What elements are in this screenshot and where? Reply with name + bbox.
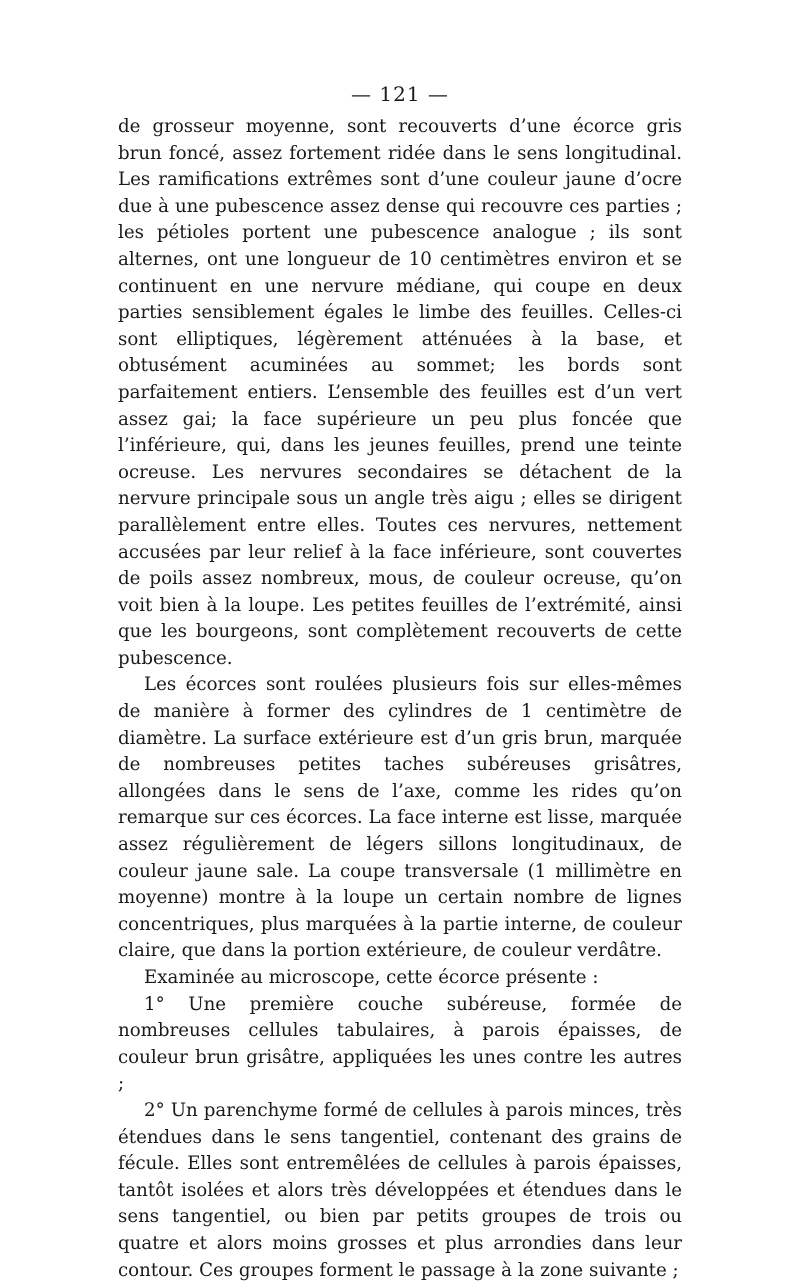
page-number: — 121 — — [351, 82, 449, 106]
paragraph-parenchyma: 2° Un parenchyme formé de cellules à parois minces, très étendues dans le sens tangentiel, contenant des grains de fécule. Elles sont entremêlées de cellules à parois épaisses, tantôt isolées et alors très développées et étendues dans le sens tangentiel, ou bien par petits groupes de trois ou quatre et alors moins grosses et plus arrondies dans leur contour. Ces groupes forment le passage à la zone suivante ; — [118, 1099, 682, 1281]
paragraph-bark-exterior: Les écorces sont roulées plusieurs fois sur elles-mêmes de manière à former des cylindres de 1 centimètre de diamètre. La surface extérieure est d’un gris brun, marquée de nombreuses petites taches subéreuses grisâtres, allongées dans le sens de l’axe, comme les rides qu’on remarque sur ces écorces. La face interne est lisse, marquée assez régulièrement de légers sillons longitudinaux, de couleur jaune sale. La coupe transversale (1 millimètre en moyenne) montre à la loupe un certain nombre de lignes concentriques, plus marquées à la partie interne, de couleur claire, que dans la portion extérieure, de couleur verdâtre. — [118, 674, 682, 962]
paragraph-description-continued: de grosseur moyenne, sont recouverts d’une écorce gris brun foncé, assez fortement ridée dans le sens longitudinal. Les ramifications extrêmes sont d’une couleur jaune d’ocre due à une pubescence assez dense qui recouvre ces parties ; les pétioles portent une pubescence analogue ; ils sont alternes, ont une longueur de 10 centimètres environ et se continuent en une nervure médiane, qui coupe en deux parties sensiblement égales le limbe des feuilles. Celles-ci sont elliptiques, légèrement atténuées à la base, et obtusément acuminées au sommet; les bords sont parfaitement entiers. L’ensemble des feuilles est d’un vert assez gai; la face supérieure un peu plus foncée que l’inférieure, qui, dans les jeunes feuilles, prend une teinte ocreuse. Les nervures secondaires se détachent de la nervure principale sous un angle très aigu ; elles se dirigent parallèlement entre elles. Toutes ces nervures, nettement accusées par leur relief à la face inférieure, sont couvertes de poils assez nombreux, mous, de couleur ocreuse, qu’on voit bien à la loupe. Les petites feuilles de l’extrémité, ainsi que les bourgeons, sont complètement recouverts de cette pubescence. — [118, 116, 682, 669]
paragraph-first-layer: 1° Une première couche subéreuse, formée de nombreuses cellules tabulaires, à parois épaisses, de couleur brun grisâtre, appliquées les unes contre les autres ; — [118, 993, 682, 1095]
book-page — [118, 80, 682, 1284]
paragraph-microscope-intro: Examinée au microscope, cette écorce présente : — [144, 967, 599, 988]
